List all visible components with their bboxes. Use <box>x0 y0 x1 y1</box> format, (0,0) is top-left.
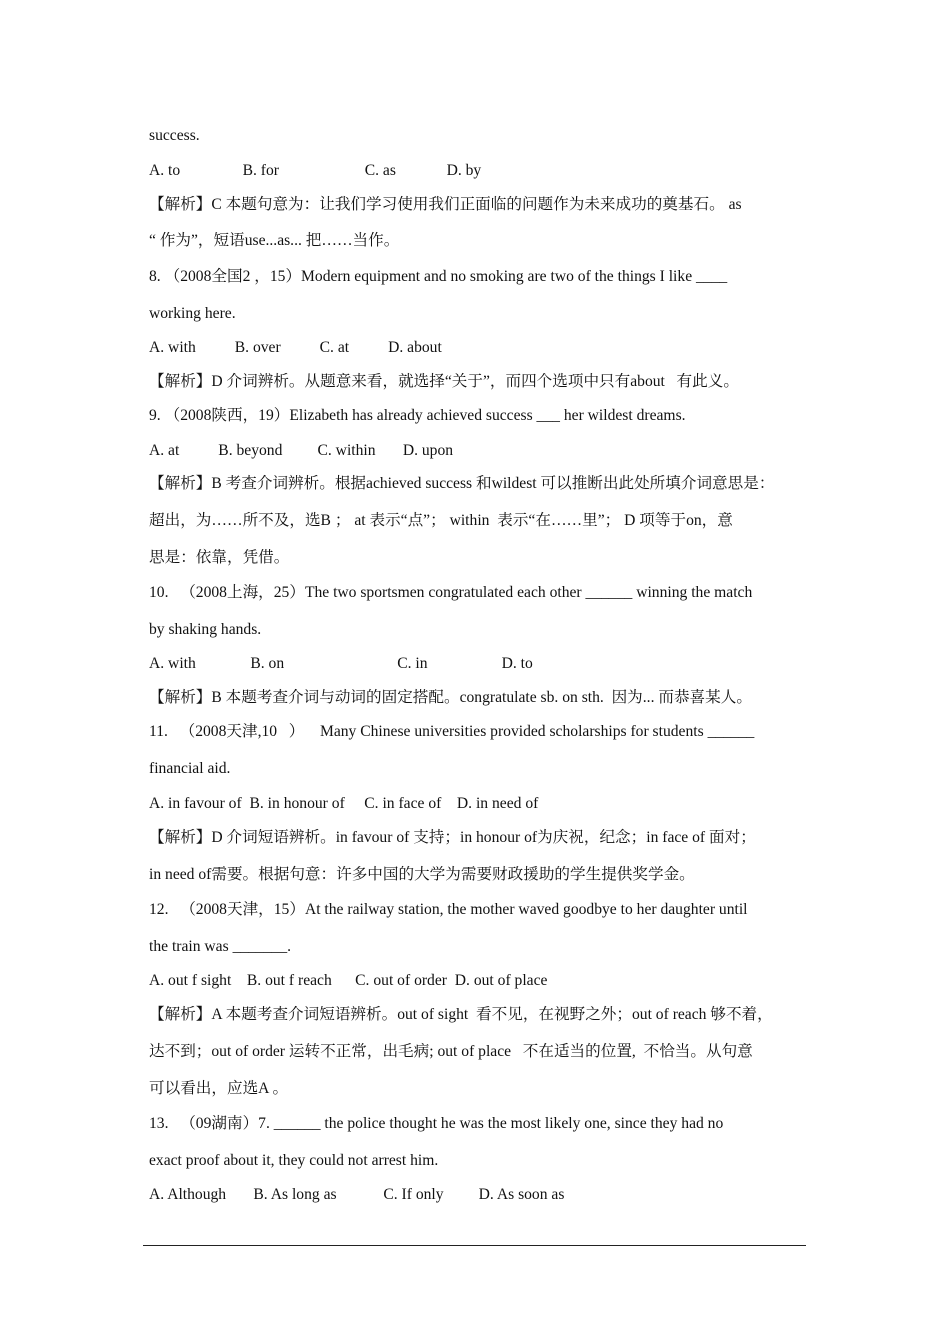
text-line: in need of需要。根据句意：许多中国的大学为需要财政援助的学生提供奖学金。 <box>149 866 695 883</box>
text-line: 8. （2008全国2 ，15）Modern equipment and no smoking are two of the things I like ____ <box>149 268 728 285</box>
footer-divider <box>143 1245 806 1246</box>
text-line: 12. （2008天津，15）At the railway station, the mother waved goodbye to her daughter until <box>149 901 748 918</box>
text-line: 【解析】B 考查介词辨析。根据achieved success 和wildest 可以推断出此处所填介词意思是： <box>149 475 775 492</box>
text-line: 【解析】A 本题考查介词短语辨析。out of sight 看不见，在视野之外；out of reach 够不着， <box>149 1006 773 1023</box>
text-line: A. out f sight B. out f reach C. out of order D. out of place <box>149 972 548 989</box>
text-line: success. <box>149 127 200 144</box>
text-line: 【解析】B 本题考查介词与动词的固定搭配。congratulate sb. on sth. 因为... 而恭喜某人。 <box>149 689 752 706</box>
text-line: 可以看出，应选A 。 <box>149 1080 289 1097</box>
text-line: 超出，为……所不及，选B ； at 表示“点”； within 表示“在……里”； D 项等于on，意 <box>149 512 733 529</box>
text-line: exact proof about it, they could not arrest him. <box>149 1152 439 1169</box>
text-line: 【解析】C 本题句意为：让我们学习使用我们正面临的问题作为未来成功的奠基石。 as <box>149 196 742 213</box>
text-line: 思是：依靠，凭借。 <box>149 549 290 566</box>
text-line: 10. （2008上海，25）The two sportsmen congratulated each other ______ winning the match <box>149 584 753 601</box>
text-line: A. with B. on C. in D. to <box>149 655 533 672</box>
text-line: financial aid. <box>149 760 231 777</box>
text-line: 11. （2008天津,10 ） Many Chinese universities provided scholarships for students ______ <box>149 723 755 740</box>
text-line: A. to B. for C. as D. by <box>149 162 482 179</box>
text-line: 9. （2008陕西，19）Elizabeth has already achieved success ___ her wildest dreams. <box>149 407 686 424</box>
text-line: working here. <box>149 305 236 322</box>
text-line: A. in favour of B. in honour of C. in face of D. in need of <box>149 795 539 812</box>
text-line: by shaking hands. <box>149 621 262 638</box>
text-line: 13. （09湖南）7. ______ the police thought he was the most likely one, since they had no <box>149 1115 724 1132</box>
text-line: A. with B. over C. at D. about <box>149 339 442 356</box>
text-line: 【解析】D 介词短语辨析。in favour of 支持；in honour of为庆祝，纪念；in face of 面对； <box>149 829 756 846</box>
text-line: A. Although B. As long as C. If only D. As soon as <box>149 1186 565 1203</box>
text-line: the train was _______. <box>149 938 292 955</box>
text-line: A. at B. beyond C. within D. upon <box>149 442 454 459</box>
text-line: 【解析】D 介词辨析。从题意来看，就选择“关于”，而四个选项中只有about 有此义。 <box>149 373 739 390</box>
text-line: 达不到；out of order 运转不正常，出毛病; out of place 不在适当的位置, 不恰当。从句意 <box>149 1043 753 1060</box>
text-line: “ 作为”，短语use...as... 把……当作。 <box>149 232 400 249</box>
